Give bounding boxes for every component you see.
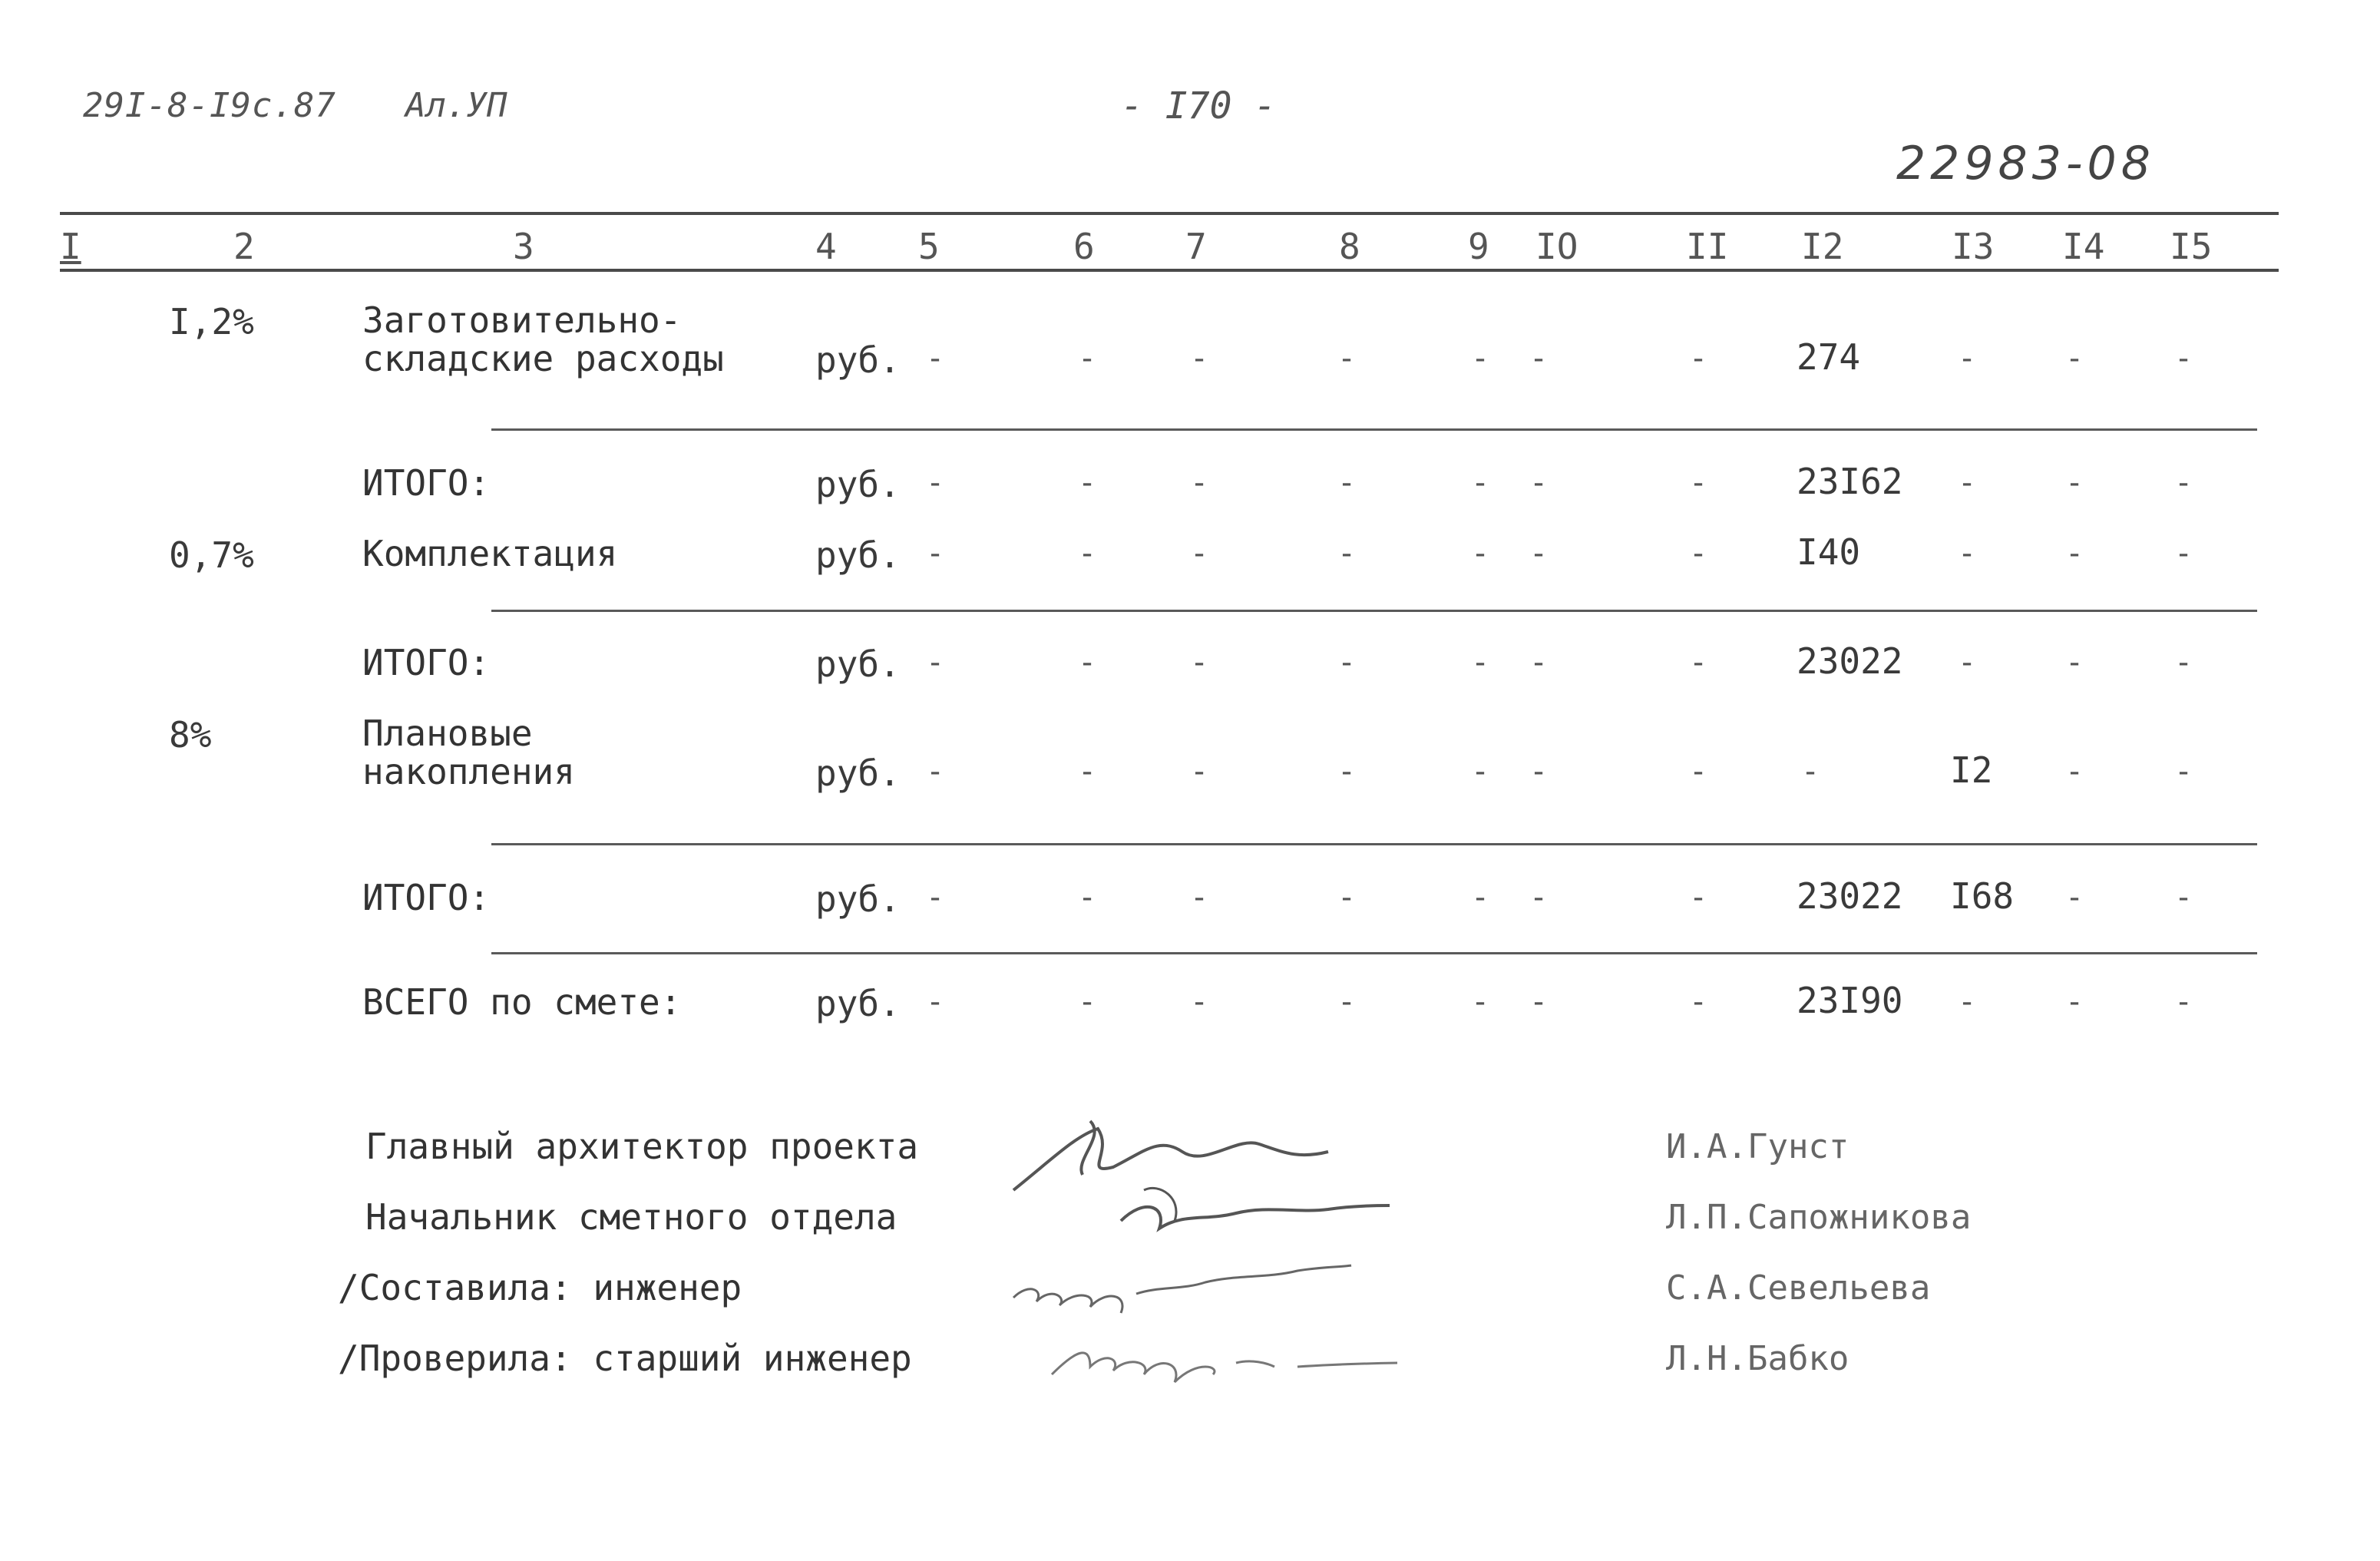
empty-cell-dash: - <box>1958 536 1977 571</box>
empty-cell-dash: - <box>926 341 945 376</box>
empty-cell-dash: - <box>1958 645 1977 680</box>
row-name: ИТОГО: <box>362 642 491 683</box>
empty-cell-dash: - <box>1337 536 1357 571</box>
signer-role: Начальник сметного отдела <box>365 1196 897 1238</box>
empty-cell-dash: - <box>1190 341 1209 376</box>
row-name: ИТОГО: <box>362 462 491 504</box>
row-name: Заготовительно- складские расходы <box>362 299 724 379</box>
unit-cell: руб. <box>815 878 901 920</box>
signer-name: И.А.Гунст <box>1666 1127 1849 1166</box>
value-col13: I2 <box>1950 749 1993 791</box>
row-name: ВСЕГО по смете: <box>362 981 682 1023</box>
empty-cell-dash: - <box>1529 880 1549 915</box>
empty-cell-dash: - <box>926 984 945 1020</box>
unit-cell: руб. <box>815 534 901 576</box>
empty-cell-dash: - <box>1529 984 1549 1020</box>
unit-cell: руб. <box>815 339 901 381</box>
signer-name: С.А.Севельева <box>1666 1268 1931 1308</box>
empty-cell-dash: - <box>1078 341 1097 376</box>
empty-cell-dash: - <box>1689 465 1708 501</box>
empty-cell-dash: - <box>2065 536 2084 571</box>
empty-cell-dash: - <box>1078 645 1097 680</box>
column-number: I <box>60 226 81 267</box>
empty-cell-dash: - <box>1190 880 1209 915</box>
empty-cell-dash: - <box>1958 465 1977 501</box>
unit-cell: руб. <box>815 464 901 505</box>
subtotal-rule <box>491 428 2257 431</box>
empty-cell-dash: - <box>1337 465 1357 501</box>
column-number: I4 <box>2062 226 2105 267</box>
empty-cell-dash: - <box>2174 984 2193 1020</box>
empty-cell-dash: - <box>1529 754 1549 789</box>
percent-cell: 0,7% <box>169 534 254 576</box>
empty-cell-dash: - <box>1078 984 1097 1020</box>
empty-cell-dash: - <box>926 880 945 915</box>
empty-cell-dash: - <box>2174 754 2193 789</box>
empty-cell-dash: - <box>1337 645 1357 680</box>
empty-cell-dash: - <box>1190 645 1209 680</box>
empty-cell-dash: - <box>2065 880 2084 915</box>
column-number: 6 <box>1073 226 1095 267</box>
empty-cell-dash: - <box>2174 645 2193 680</box>
empty-cell-dash: - <box>926 536 945 571</box>
subtotal-rule <box>491 610 2257 612</box>
empty-cell-dash: - <box>1190 536 1209 571</box>
row-name: Комплектация <box>362 533 618 574</box>
empty-cell-dash: - <box>1190 465 1209 501</box>
empty-cell-dash: - <box>1958 341 1977 376</box>
page-number: - I70 - <box>1121 84 1277 127</box>
value-col12: 23I62 <box>1797 461 1903 502</box>
value-col12: 274 <box>1797 336 1861 378</box>
unit-cell: руб. <box>815 643 901 685</box>
empty-cell-dash: - <box>926 645 945 680</box>
empty-cell-dash: - <box>1078 880 1097 915</box>
empty-cell-dash: - <box>1471 536 1490 571</box>
empty-cell-dash: - <box>1471 645 1490 680</box>
column-number: 3 <box>513 226 534 267</box>
subtotal-rule <box>491 952 2257 954</box>
empty-cell-dash: - <box>1078 465 1097 501</box>
percent-cell: 8% <box>169 714 212 756</box>
value-col12: I40 <box>1797 531 1861 573</box>
percent-cell: I,2% <box>169 301 254 342</box>
empty-cell-dash: - <box>1689 754 1708 789</box>
empty-cell-dash: - <box>926 754 945 789</box>
empty-cell-dash: - <box>1471 754 1490 789</box>
empty-cell-dash: - <box>2174 341 2193 376</box>
empty-cell-dash: - <box>2174 880 2193 915</box>
column-number: 4 <box>815 226 837 267</box>
empty-cell-dash: - <box>1190 754 1209 789</box>
empty-cell-dash: - <box>1190 984 1209 1020</box>
value-col12: 23022 <box>1797 875 1903 917</box>
empty-cell-dash: - <box>2065 645 2084 680</box>
signer-name: Л.Н.Бабко <box>1666 1339 1849 1378</box>
row-name: Плановые накопления <box>362 713 575 792</box>
empty-cell-dash: - <box>926 465 945 501</box>
empty-cell-dash: - <box>1529 536 1549 571</box>
column-number: I2 <box>1801 226 1844 267</box>
column-number: 8 <box>1339 226 1360 267</box>
empty-cell-dash: - <box>1078 754 1097 789</box>
empty-cell-dash: - <box>2065 341 2084 376</box>
signature-scribble-checker <box>1044 1321 1413 1390</box>
document-code: 29I-8-I9c.87 <box>83 86 336 125</box>
empty-cell-dash: - <box>1689 984 1708 1020</box>
unit-cell: руб. <box>815 983 901 1024</box>
value-col13: I68 <box>1950 875 2015 917</box>
empty-cell-dash: - <box>1529 465 1549 501</box>
value-col12: 23022 <box>1797 640 1903 682</box>
column-number: II <box>1686 226 1729 267</box>
empty-cell-dash: - <box>1689 341 1708 376</box>
empty-cell-dash: - <box>1337 984 1357 1020</box>
column-number: I3 <box>1952 226 1995 267</box>
column-number: I5 <box>2170 226 2213 267</box>
column-number: 2 <box>233 226 255 267</box>
empty-cell-dash: - <box>1471 341 1490 376</box>
column-number: 7 <box>1185 226 1207 267</box>
empty-cell-dash: - <box>1689 645 1708 680</box>
empty-cell-dash: - <box>1529 341 1549 376</box>
handwritten-stamp-code: 22983-08 <box>1896 137 2155 190</box>
empty-cell-dash: - <box>1337 341 1357 376</box>
empty-cell-dash: - <box>2065 465 2084 501</box>
signature-scribble-chief-architect <box>1006 1106 1405 1259</box>
value-col12: 23I90 <box>1797 980 1903 1021</box>
empty-cell-dash: - <box>1689 536 1708 571</box>
row-name: ИТОГО: <box>362 877 491 918</box>
table-top-rule <box>60 212 2279 215</box>
header-bottom-rule <box>60 269 2279 272</box>
empty-cell-dash: - <box>1529 645 1549 680</box>
empty-cell-dash: - <box>1471 880 1490 915</box>
signer-role: /Проверила: старший инженер <box>338 1338 912 1379</box>
empty-cell-dash: - <box>1689 880 1708 915</box>
signature-scribble-compiler <box>1006 1252 1359 1321</box>
column-number: 5 <box>918 226 940 267</box>
empty-cell-dash: - <box>2174 536 2193 571</box>
column-number: IO <box>1535 226 1578 267</box>
empty-cell-dash: - <box>1078 536 1097 571</box>
subtotal-rule <box>491 843 2257 845</box>
unit-cell: руб. <box>815 752 901 794</box>
empty-cell-dash: - <box>2174 465 2193 501</box>
signer-role: Главный архитектор проекта <box>365 1126 919 1167</box>
column-number: 9 <box>1468 226 1489 267</box>
empty-cell-dash: - <box>1337 754 1357 789</box>
empty-cell-dash: - <box>1801 754 1820 789</box>
empty-cell-dash: - <box>1958 984 1977 1020</box>
empty-cell-dash: - <box>2065 754 2084 789</box>
empty-cell-dash: - <box>1471 465 1490 501</box>
sheet-label: Ал.УП <box>405 86 507 125</box>
empty-cell-dash: - <box>1471 984 1490 1020</box>
empty-cell-dash: - <box>1337 880 1357 915</box>
signer-name: Л.П.Сапожникова <box>1666 1198 1972 1237</box>
signer-role: /Составила: инженер <box>338 1267 742 1308</box>
empty-cell-dash: - <box>2065 984 2084 1020</box>
